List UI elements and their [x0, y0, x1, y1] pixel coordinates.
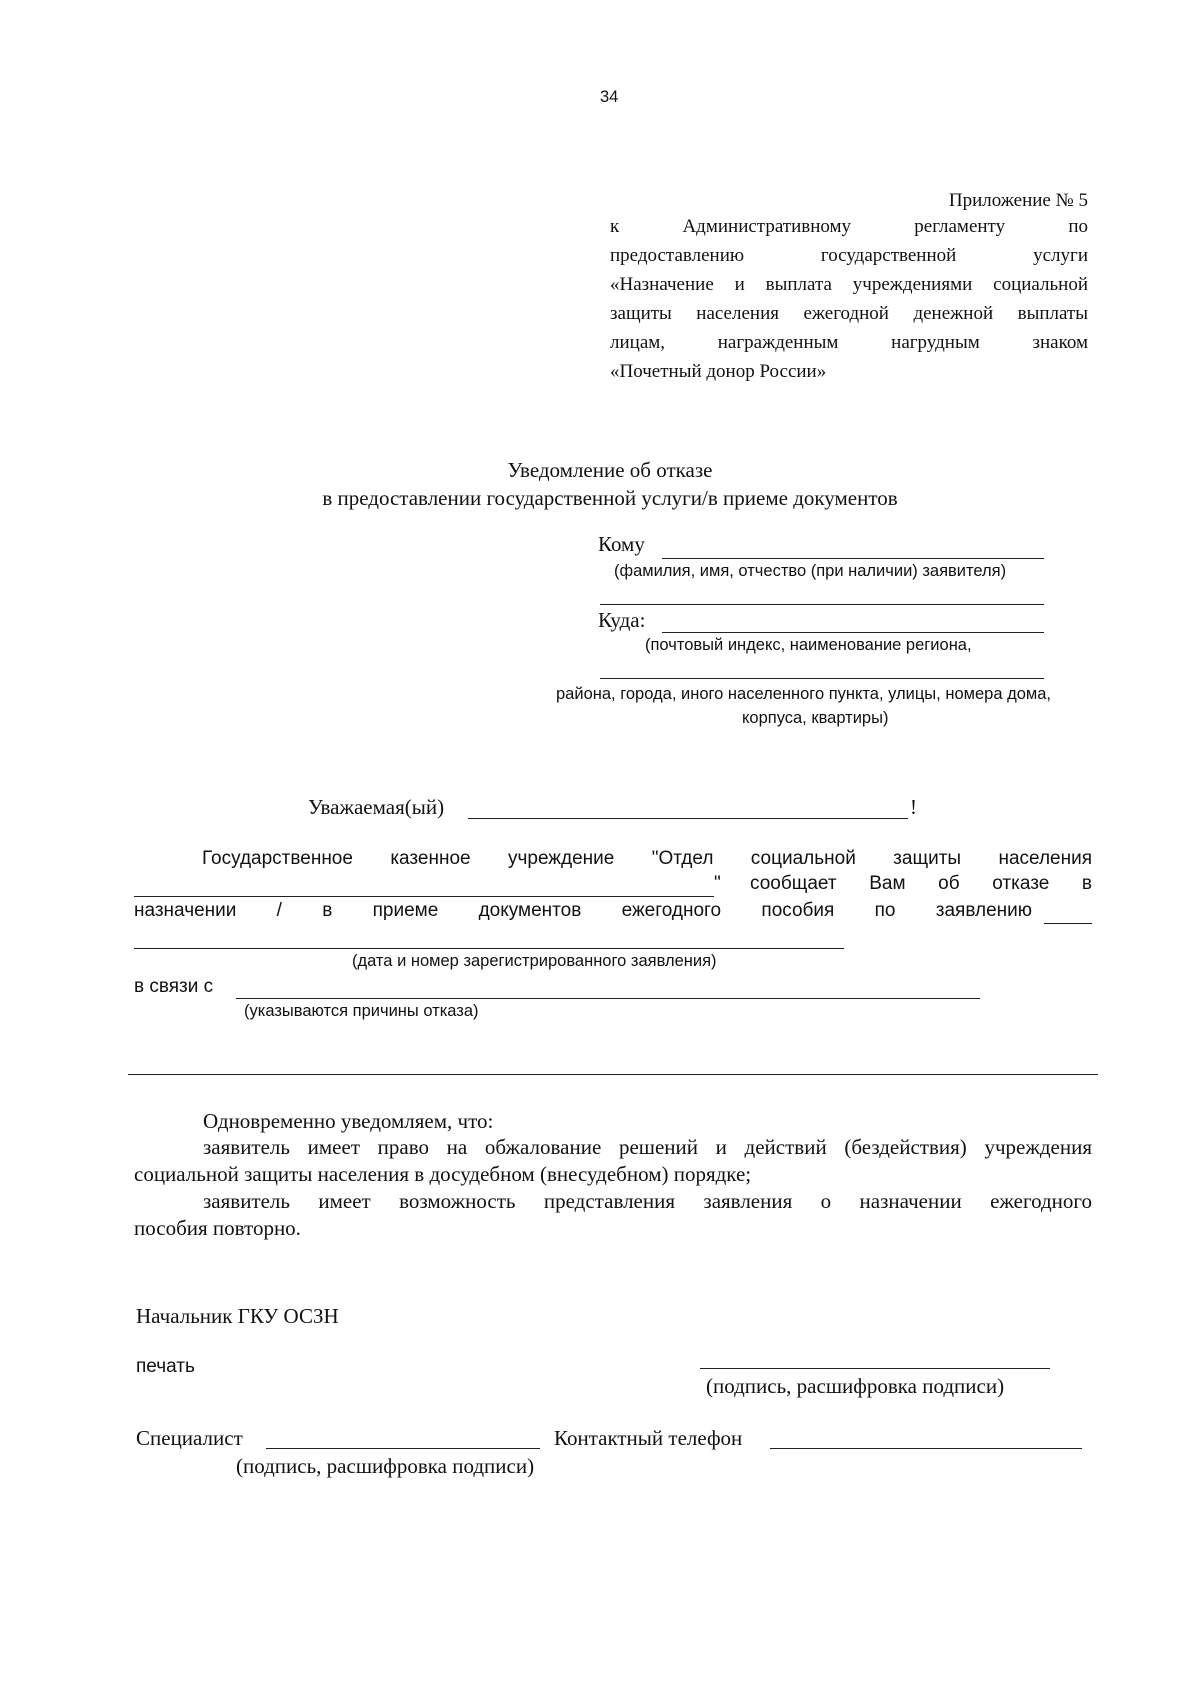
greeting-label: Уважаемая(ый): [308, 795, 445, 819]
notice-intro: Одновременно уведомляем, что:: [203, 1109, 494, 1133]
reason-line: [236, 998, 980, 999]
application-line: [134, 948, 844, 949]
body-line2: сообщает Вам об отказе в: [750, 873, 1092, 894]
reason-line-2: [128, 1074, 1098, 1075]
phone-label: Контактный телефон: [554, 1426, 743, 1450]
appendix-line: «Почетный донор России»: [610, 361, 827, 382]
where-label: Куда:: [598, 608, 646, 632]
greeting-exclamation: !: [910, 795, 917, 819]
application-line-end: [1044, 923, 1092, 924]
where-hint: (почтовый индекс, наименование региона,: [645, 636, 972, 654]
notice-p2-line1: заявитель имеет возможность представления заявления о назначении ежегодного: [203, 1189, 1092, 1213]
date-hint: (дата и номер зарегистрированного заявления): [352, 952, 717, 970]
reason-hint: (указываются причины отказа): [244, 1002, 479, 1020]
institution-line: [134, 896, 714, 897]
specialist-sign-line: [266, 1448, 540, 1449]
to-line: [662, 558, 1044, 559]
notice-p1-line1: заявитель имеет право на обжалование решений и действий (бездействия) учреждения: [203, 1135, 1092, 1159]
head-title: Начальник ГКУ ОСЗН: [136, 1304, 339, 1328]
to-line-2: [600, 604, 1044, 605]
specialist-sign-hint: (подпись, расшифровка подписи): [236, 1454, 535, 1478]
where-line-2: [600, 678, 1044, 679]
address-hint-1: района, города, иного населенного пункта, улицы, номера дома,: [556, 685, 1051, 703]
head-sign-hint: (подпись, расшифровка подписи): [706, 1374, 1005, 1398]
stamp-label: печать: [136, 1356, 195, 1377]
appendix-heading: Приложение № 5: [948, 190, 1088, 211]
page-number: 34: [600, 88, 619, 106]
appendix-line: защиты населения ежегодной денежной выплаты: [610, 303, 1088, 324]
appendix-line: предоставлению государственной услуги: [610, 245, 1088, 266]
body-line2-quote: ": [714, 873, 721, 894]
where-line: [662, 632, 1044, 633]
appendix-line: лицам, награжденным нагрудным знаком: [610, 332, 1088, 353]
notice-p2-line2: пособия повторно.: [134, 1216, 301, 1240]
phone-line: [770, 1448, 1082, 1449]
head-sign-line: [700, 1368, 1050, 1369]
reason-label: в связи с: [134, 976, 214, 997]
to-hint: (фамилия, имя, отчество (при наличии) заявителя): [614, 562, 1007, 580]
body-line3: назначении / в приеме документов ежегодного пособия по заявлению: [134, 900, 1032, 921]
document-title-line1: Уведомление об отказе: [507, 458, 713, 482]
notice-p1-line2: социальной защиты населения в досудебном (внесудебном) порядке;: [134, 1162, 752, 1186]
appendix-text: [610, 212, 1088, 386]
specialist-label: Специалист: [136, 1426, 243, 1450]
body-line1: Государственное казенное учреждение "Отдел социальной защиты населения: [202, 848, 1092, 869]
appendix-line: к Административному регламенту по: [610, 216, 1088, 237]
greeting-name-line: [468, 818, 908, 819]
appendix-line: «Назначение и выплата учреждениями социальной: [610, 274, 1088, 295]
address-hint-2: корпуса, квартиры): [742, 709, 889, 727]
to-label: Кому: [598, 532, 645, 556]
document-title-line2: в предоставлении государственной услуги/в приеме документов: [322, 486, 898, 510]
